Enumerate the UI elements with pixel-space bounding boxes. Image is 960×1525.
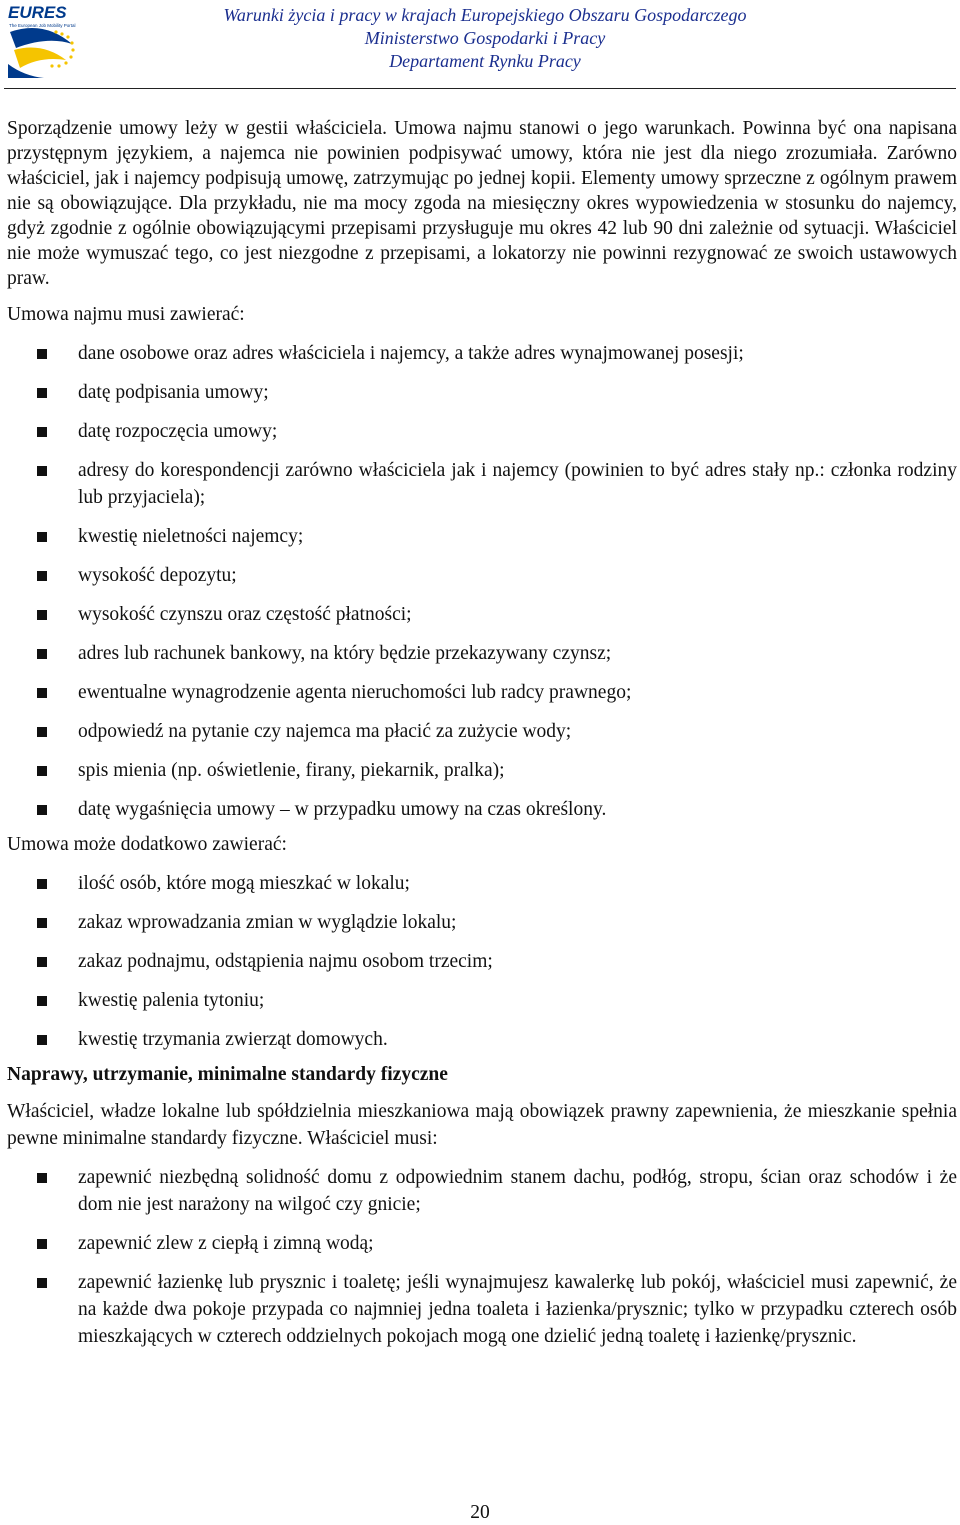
bullet-icon: [37, 1173, 47, 1183]
bullet-icon: [37, 466, 47, 476]
eures-logo-graphic: [4, 2, 88, 80]
eures-logo-text: EURES: [8, 3, 67, 22]
list-item: [7, 523, 957, 550]
list-item: [7, 601, 957, 628]
list-item: [7, 796, 957, 823]
bullet-icon: [37, 1239, 47, 1249]
list-item-text: datę rozpoczęcia umowy;: [78, 421, 278, 442]
list-item: [7, 679, 957, 706]
bullet-icon: [37, 1278, 47, 1288]
list-item: [7, 418, 957, 445]
list-item: [7, 870, 957, 897]
list-item: [7, 1230, 957, 1257]
list-item: [7, 948, 957, 975]
list-item-text: ilość osób, które mogą mieszkać w lokalu;: [78, 873, 410, 894]
header-line-3: Departament Rynku Pracy: [389, 51, 581, 71]
list-item: [7, 562, 957, 589]
bullet-icon: [37, 879, 47, 889]
list-item: [7, 1269, 957, 1350]
section-heading: Naprawy, utrzymanie, minimalne standardy fizyczne: [7, 1064, 448, 1085]
bullet-icon: [37, 727, 47, 737]
list-item-text: kwestię trzymania zwierząt domowych.: [78, 1029, 388, 1050]
bullet-icon: [37, 427, 47, 437]
optional-clauses-list: [7, 870, 957, 1053]
header-line-1: Warunki życia i pracy w krajach Europejskiego Obszaru Gospodarczego: [223, 5, 747, 25]
list-item-text: zapewnić zlew z ciepłą i zimną wodą;: [78, 1233, 374, 1254]
list-item: [7, 718, 957, 745]
list-item-text: dane osobowe oraz adres właściciela i najemcy, a także adres wynajmowanej posesji;: [78, 343, 744, 364]
bullet-icon: [37, 918, 47, 928]
list-item: [7, 987, 957, 1014]
bullet-icon: [37, 388, 47, 398]
list-item-text: adresy do korespondencji zarówno właściciela jak i najemcy (powinien to być adres stały np.: członka rodziny lub przyjaciela);: [78, 460, 957, 508]
list-item-text: datę wygaśnięcia umowy – w przypadku umowy na czas określony.: [78, 799, 607, 820]
bullet-icon: [37, 571, 47, 581]
list-item-text: zakaz podnajmu, odstąpienia najmu osobom trzecim;: [78, 951, 493, 972]
bullet-icon: [37, 996, 47, 1006]
list-item-text: kwestię nieletności najemcy;: [78, 526, 304, 547]
eures-logo: [4, 2, 88, 80]
bullet-icon: [37, 649, 47, 659]
bullet-icon: [37, 805, 47, 815]
list-item: [7, 1026, 957, 1053]
list-item-text: kwestię palenia tytoniu;: [78, 990, 265, 1011]
bullet-icon: [37, 957, 47, 967]
landlord-duties-list: [7, 1164, 957, 1350]
list-item-text: zapewnić łazienkę lub prysznic i toaletę; jeśli wynajmujesz kawalerkę lub pokój, właściciel musi zapewnić, że na każde dwa pokoje przypada co najmniej jedna toaleta i łazienka/prysznic; tylko w przypadku czterech osób mieszkających w czterech oddzielnych pokojach mogą one dzielić jedną toaletę i łazienkę/prysznic.: [78, 1272, 957, 1347]
list2-lead: Umowa może dodatkowo zawierać:: [7, 834, 287, 855]
list-item: [7, 379, 957, 406]
list-item-text: zapewnić niezbędną solidność domu z odpowiednim stanem dachu, podłóg, stropu, ścian oraz schodów i że dom nie jest narażony na wilgoć czy gnicie;: [78, 1167, 957, 1215]
list1-lead: Umowa najmu musi zawierać:: [7, 304, 245, 325]
bullet-icon: [37, 1035, 47, 1045]
list-item-text: odpowiedź na pytanie czy najemca ma płacić za zużycie wody;: [78, 721, 572, 742]
page-header: [0, 0, 960, 92]
required-clauses-list: [7, 340, 957, 823]
list-item: [7, 909, 957, 936]
list-item-text: wysokość depozytu;: [78, 565, 237, 586]
list-item-text: wysokość czynszu oraz częstość płatności;: [78, 604, 412, 625]
page-content: [7, 116, 957, 1362]
list-item: [7, 340, 957, 367]
header-divider: [4, 88, 956, 89]
page-number: 20: [470, 1502, 490, 1523]
list-item: [7, 1164, 957, 1218]
list-item-text: ewentualne wynagrodzenie agenta nieruchomości lub radcy prawnego;: [78, 682, 632, 703]
list-item-text: datę podpisania umowy;: [78, 382, 269, 403]
eures-logo-subtext: The European Job Mobility Portal: [9, 23, 76, 28]
header-title-block: [120, 4, 850, 73]
list-item-text: adres lub rachunek bankowy, na który będzie przekazywany czynsz;: [78, 643, 612, 664]
bullet-icon: [37, 349, 47, 359]
list-item-text: spis mienia (np. oświetlenie, firany, piekarnik, pralka);: [78, 760, 505, 781]
bullet-icon: [37, 766, 47, 776]
list-item-text: zakaz wprowadzania zmian w wyglądzie lokalu;: [78, 912, 457, 933]
list-item: [7, 640, 957, 667]
list-item: [7, 457, 957, 511]
bullet-icon: [37, 532, 47, 542]
list-item: [7, 757, 957, 784]
intro-paragraph: Sporządzenie umowy leży w gestii właściciela. Umowa najmu stanowi o jego warunkach. Powinna być ona napisana przystępnym językiem, a najemca nie powinien podpisywać umowy, która nie jest dla niego zrozumiała. Zarówno właściciel, jak i najemcy podpisują umowę, zatrzymując po jednej kopii. Elementy umowy sprzeczne z ogólnym prawem nie są obowiązujące. Dla przykładu, nie ma mocy zgoda na miesięczny okres wypowiedzenia w stosunku do najemcy, gdyż zgodnie z ogólnie obowiązującymi przepisami przysługuje mu okres 42 lub 90 dni zależnie od sytuacji. Właściciel nie może wymuszać tego, co jest niezgodne z przepisami, a lokatorzy nie powinni rezygnować ze swoich ustawowych praw.: [7, 118, 957, 289]
bullet-icon: [37, 610, 47, 620]
section-paragraph: Właściciel, władze lokalne lub spółdzielnia mieszkaniowa mają obowiązek prawny zapewnienia, że mieszkanie spełnia pewne minimalne standardy fizyczne. Właściciel musi:: [7, 1101, 957, 1149]
header-line-2: Ministerstwo Gospodarki i Pracy: [364, 28, 606, 48]
bullet-icon: [37, 688, 47, 698]
